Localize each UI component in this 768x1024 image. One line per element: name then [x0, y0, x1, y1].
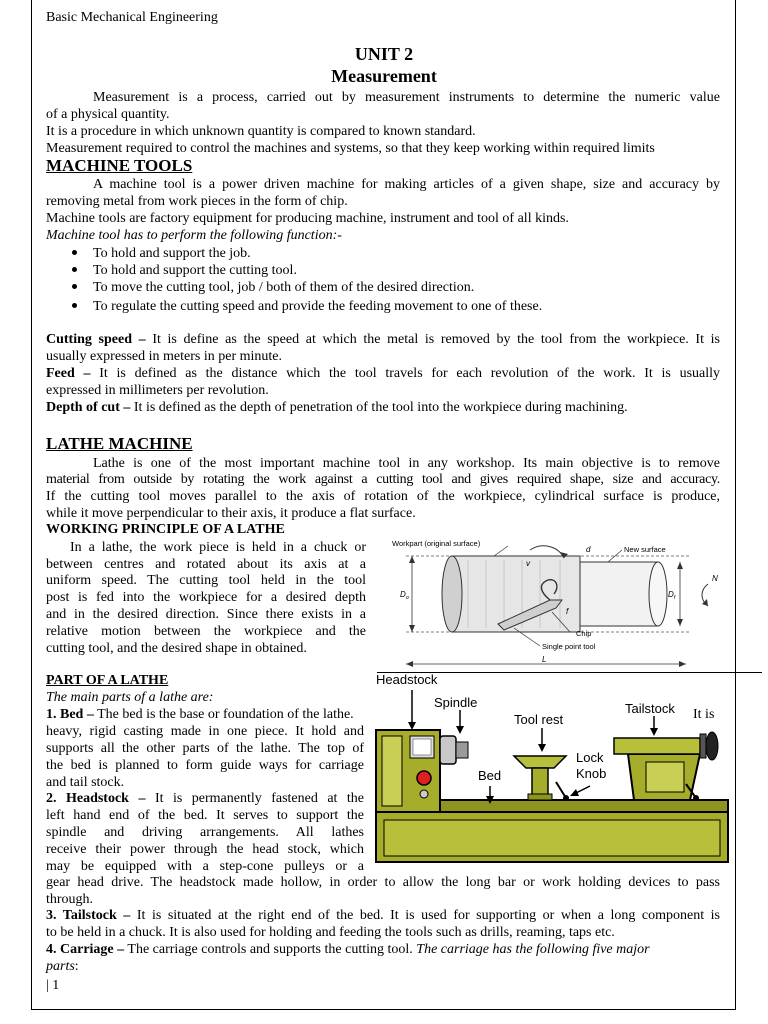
tailstock-line2: to be held in a chuck. It is also used for holding and feeding the tools such as drills, reaming, taps etc. [46, 925, 615, 940]
page-title: Measurement [331, 66, 437, 86]
workpart-label: Workpart (original surface) [392, 539, 481, 548]
f-label: f [566, 607, 569, 616]
bed-it-is: It is [693, 707, 715, 722]
headstock-line: receive their power through the head stock, which [46, 842, 364, 857]
headstock-label: Headstock [376, 672, 438, 687]
machine-tools-heading: MACHINE TOOLS [46, 156, 193, 175]
df-label: $D_f$ [668, 590, 676, 601]
wp-line: between centres and rotated about its axis at a [46, 557, 366, 572]
bed-term: 1. Bed – [46, 707, 94, 722]
machine-tools-p1-line2: removing metal from work pieces in the form of chip. [46, 194, 348, 209]
lathe-line4: while it move perpendicular to their axis, it produce a flat surface. [46, 506, 416, 521]
lock-label: Lock [576, 750, 604, 765]
bullet [72, 303, 77, 308]
carriage-line2 [46, 958, 79, 975]
parts-heading: PART OF A LATHE [46, 673, 169, 688]
bullet [72, 267, 77, 272]
working-principle-heading: WORKING PRINCIPLE OF A LATHE [46, 522, 285, 537]
turning-diagram [390, 534, 735, 670]
depth-term: Depth of cut – [46, 400, 131, 415]
measurement-p1-line1: Measurement is a process, carried out by measurement instruments to determine the numeric value [93, 90, 720, 105]
cutting-speed-text: It is define as the speed at which the metal is removed by the tool from the workpiece. It is [152, 332, 720, 347]
machine-tools-p2: Machine tools are factory equipment for producing machine, instrument and tool of all kinds. [46, 211, 569, 226]
headstock-full2: through. [46, 892, 94, 907]
headstock-term: 2. Headstock – [46, 791, 146, 806]
wp-line: uniform speed. The cutting tool held in the tool [46, 573, 366, 588]
depth-text: It is defined as the depth of penetration of the tool into the workpiece during machining. [133, 400, 628, 415]
tailstock-label: Tailstock [625, 701, 675, 716]
bed-line: heavy, rigid casting made in one piece. It hold and [46, 724, 364, 739]
bottom-margin-line [31, 1009, 736, 1010]
d-label: d [586, 545, 591, 554]
tool-rest-label: Tool rest [514, 712, 564, 727]
wp-line: post is fed into the workpiece for a desired depth [46, 590, 366, 605]
carriage-text: The carriage controls and supports the cutting tool. [127, 942, 413, 957]
bed-text: The bed is the base or foundation of the lathe. [97, 707, 354, 722]
function-item: To hold and support the cutting tool. [93, 263, 297, 278]
function-item: To hold and support the job. [93, 246, 251, 261]
lathe-heading: LATHE MACHINE [46, 434, 193, 453]
lathe-line1: Lathe is one of the most important machine tool in any workshop. Its main objective is to remove [93, 456, 720, 471]
unit-title: UNIT 2 [354, 44, 414, 64]
lathe-line2: material from outside by rotating the work against a cutting tool and gives required shape, size and accuracy. [46, 472, 720, 487]
function-item: To regulate the cutting speed and provide the feeding movement to one of these. [93, 299, 543, 314]
wp-line: relative motion between the workpiece and the [46, 624, 366, 639]
right-margin-line [735, 0, 736, 1010]
machine-tools-p1-line1: A machine tool is a power driven machine for making articles of a given shape, size and accuracy by [93, 177, 720, 192]
chip-label: Chip [576, 629, 592, 638]
carriage-parts: parts [46, 959, 75, 974]
feed-text: It is defined as the distance which the tool travels for each revolution of the work. It is usually [99, 366, 721, 381]
tool-label: Single point tool [542, 642, 596, 651]
carriage-italic: The carriage has the following five major [416, 942, 650, 957]
v-label: v [526, 559, 530, 568]
measurement-p3: Measurement required to control the machines and systems, so that they keep working within required limits [46, 141, 655, 156]
tailstock-line1 [46, 907, 720, 924]
carriage-line1 [46, 941, 650, 958]
wp-line: In a lathe, the work piece is held in a chuck or [70, 540, 366, 555]
cutting-speed-line2: usually expressed in meters in per minute. [46, 349, 282, 364]
headstock-line: may be equipped with a step-cone pulleys or a [46, 859, 364, 874]
wp-line: cutting tool, and the desired shape in obtained. [46, 641, 307, 656]
cutting-speed-line1 [46, 331, 720, 348]
headstock-line1 [46, 790, 364, 807]
feed-term: Feed – [46, 366, 91, 381]
lathe-diagram [370, 672, 730, 866]
measurement-p2: It is a procedure in which unknown quantity is compared to known standard. [46, 124, 476, 139]
tailstock-term: 3. Tailstock – [46, 908, 131, 923]
headstock-line: left hand end of the bed. It serves to support the [46, 808, 364, 823]
l-label: L [542, 655, 547, 664]
headstock-full1: gear head drive. The headstock made hollow, in order to allow the long bar or work holding devices to pass [46, 875, 720, 890]
running-header: Basic Mechanical Engineering [46, 10, 218, 25]
spindle-label: Spindle [434, 695, 478, 710]
bed-line: supports all the other parts of the lathe. The top of [46, 741, 364, 756]
headstock-text: It is permanently fastened at the [154, 791, 365, 806]
functions-intro: Machine tool has to perform the following function:- [46, 228, 342, 243]
carriage-term: 4. Carriage – [46, 942, 125, 957]
bed-line1 [46, 706, 354, 723]
new-surface-label: New surface [624, 545, 666, 554]
feed-line1 [46, 365, 720, 382]
headstock-line: spindle and driving arrangements. All lathes [46, 825, 364, 840]
bullet [72, 250, 77, 255]
depth-of-cut [46, 399, 628, 416]
tailstock-text: It is situated at the right end of the bed. It is used for supporting or when a long component is [136, 908, 721, 923]
bed-line: and tail stock. [46, 775, 125, 790]
page-number: | 1 [46, 978, 60, 993]
carriage-colon: : [74, 959, 79, 974]
measurement-p1-line2: of a physical quantity. [46, 107, 170, 122]
knob-label: Knob [576, 766, 607, 781]
bed-line: the bed is planned to form guide ways for carriage [46, 758, 364, 773]
bed-label: Bed [478, 768, 502, 783]
lathe-line3: If the cutting tool moves parallel to the axis of rotation of the workpiece, cylindrical surface is produce, [46, 489, 720, 504]
function-item: To move the cutting tool, job / both of them of the desired direction. [93, 280, 475, 295]
feed-line2: expressed in millimeters per revolution. [46, 383, 269, 398]
cutting-speed-term: Cutting speed – [46, 332, 146, 347]
parts-intro: The main parts of a lathe are: [46, 690, 214, 705]
wp-line: and in the desired direction. Since there exists in a [46, 607, 366, 622]
bullet [72, 284, 77, 289]
d0-label: $D_o$ [400, 590, 409, 601]
left-margin-line [31, 0, 32, 1010]
n-label: N [712, 574, 718, 583]
